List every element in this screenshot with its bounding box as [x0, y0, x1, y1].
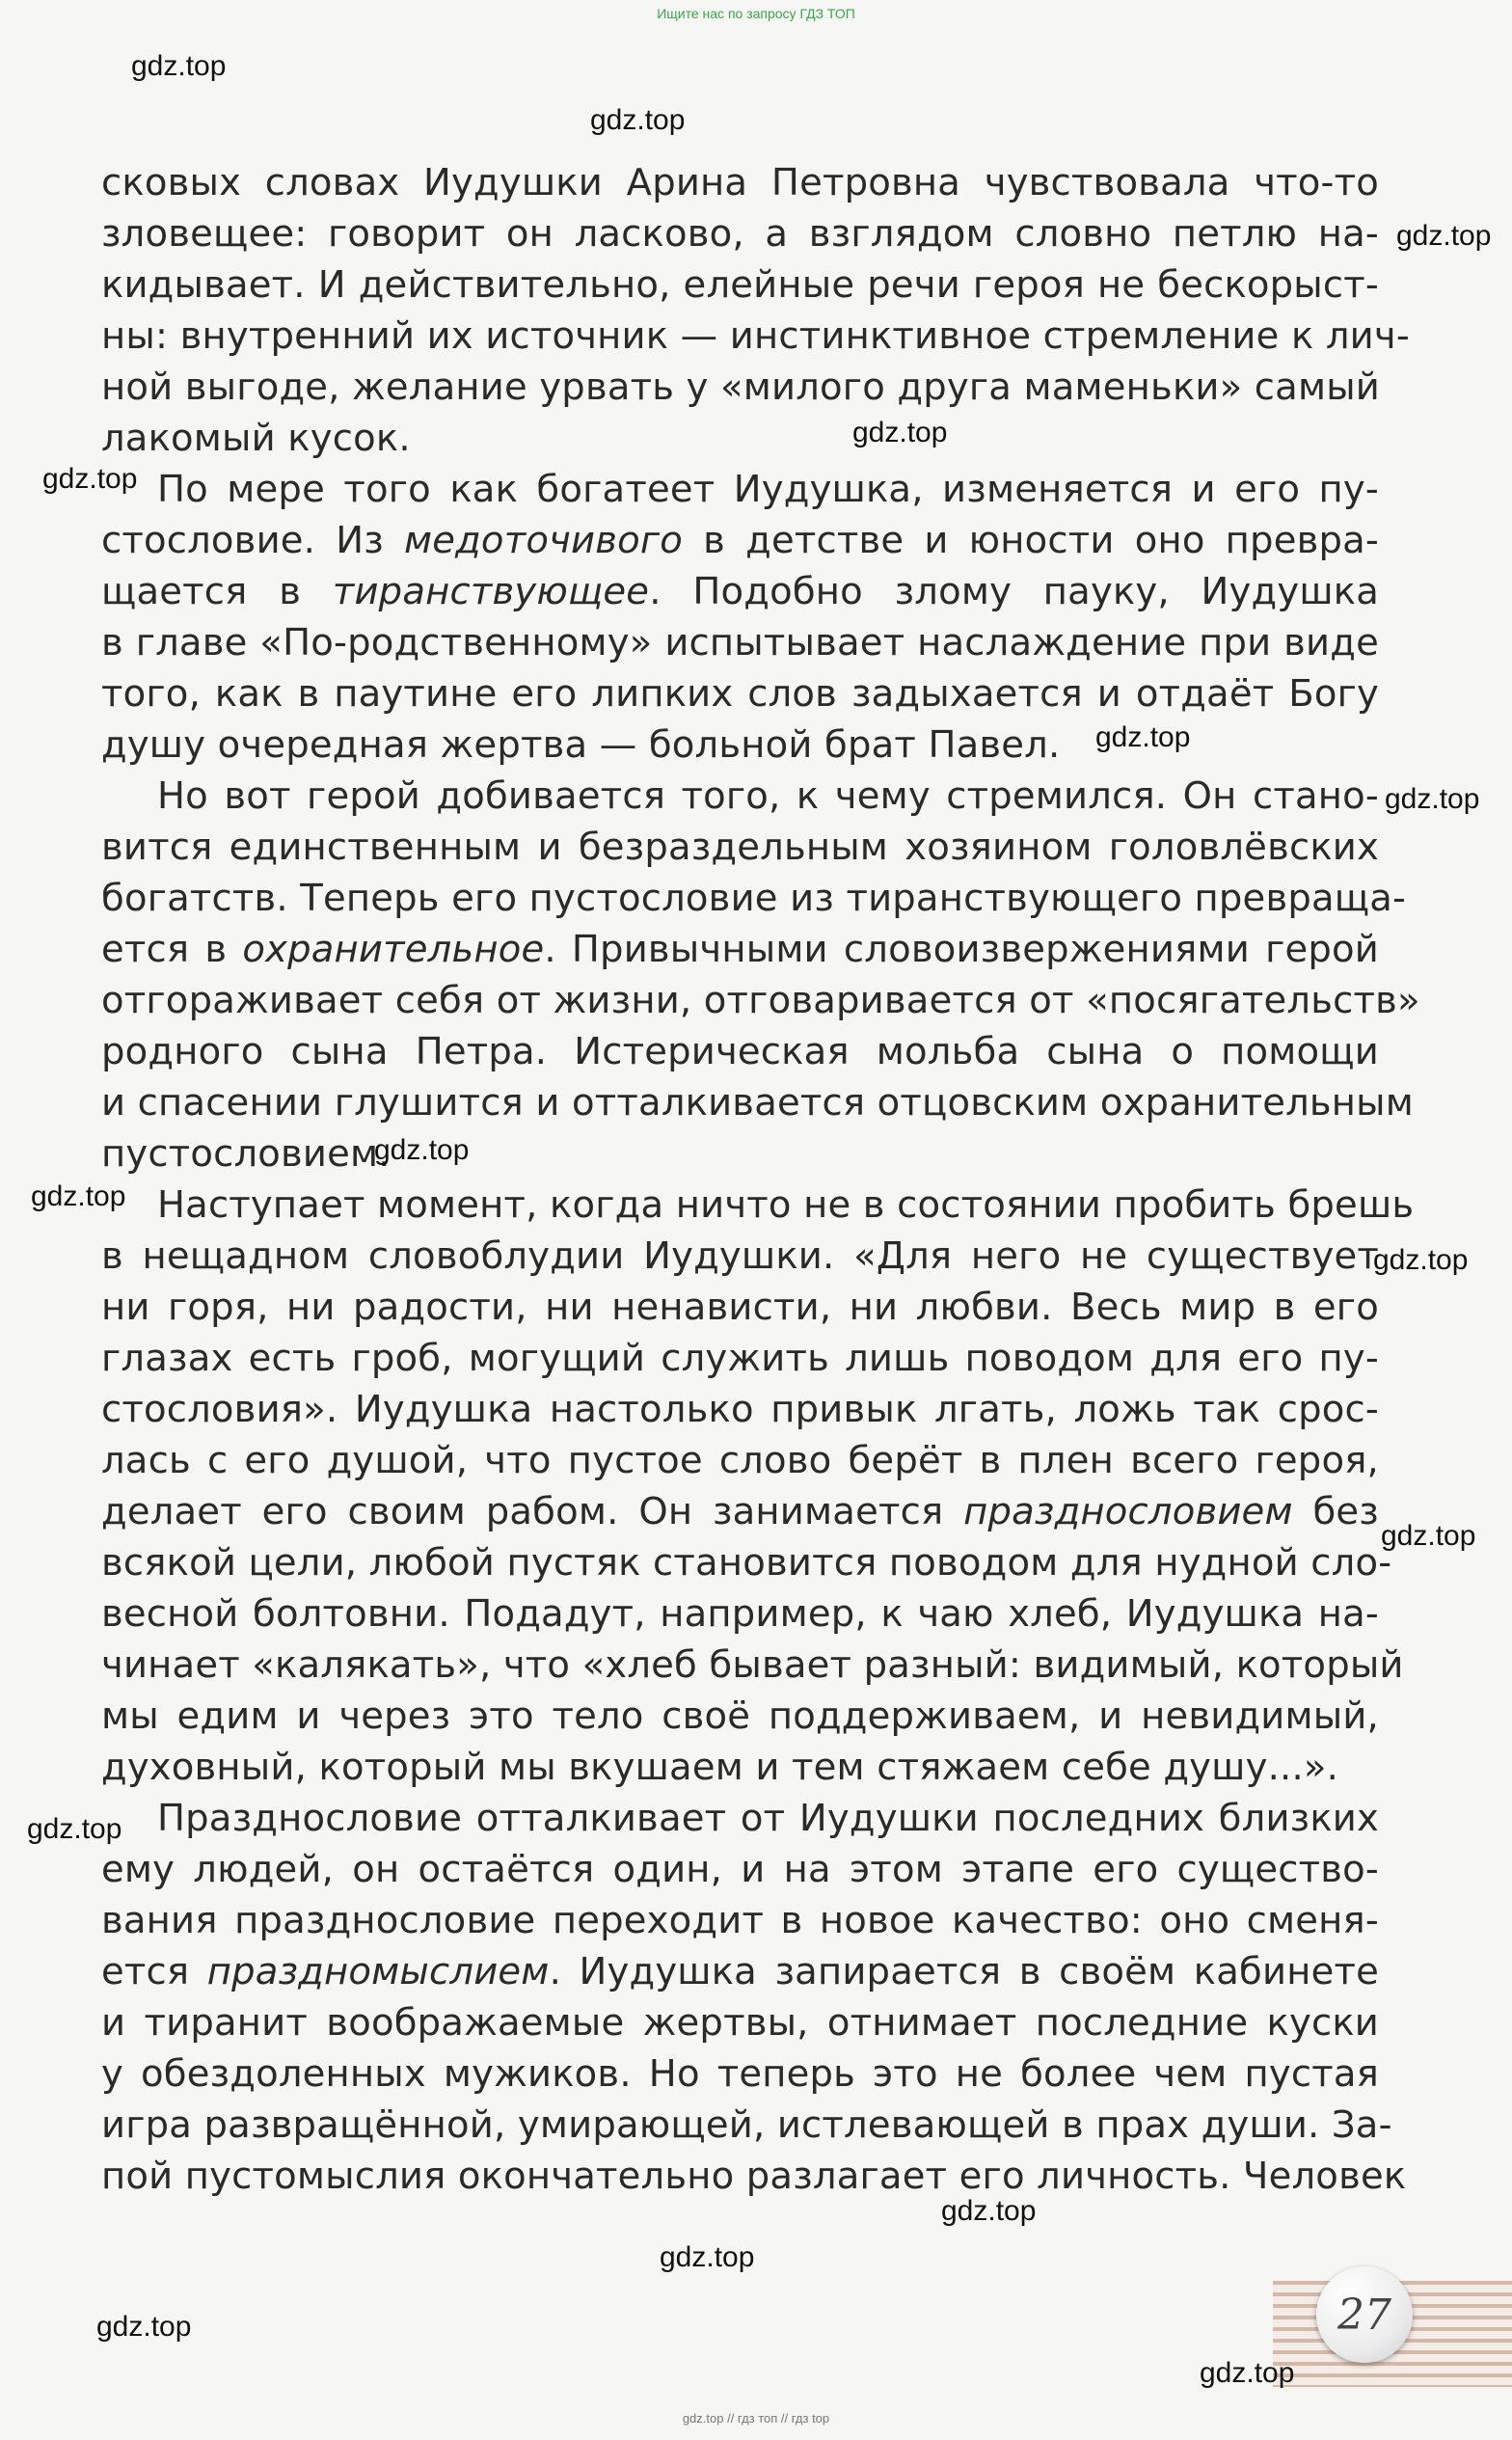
text-run: в детстве и юности оно превра- [683, 519, 1379, 562]
watermark: gdz.top [1385, 783, 1480, 815]
text-run: По мере того как богатеет Иудушка, изменяется и его пу- [157, 468, 1379, 511]
text-run: . Подобно злому пауку, Иудушка [649, 570, 1379, 613]
text-run: мы едим и через это тело своё поддерживаем, и невидимый, [101, 1694, 1379, 1738]
bottom-banner[interactable]: gdz.top // гдз топ // гдз top [682, 2411, 830, 2426]
text-run: ни горя, ни радости, ни ненависти, ни любви. Весь мир в его [101, 1286, 1379, 1329]
text-line [101, 515, 1379, 566]
text-run: сковых словах Иудушки Арина Петровна чувствовала что-то [101, 161, 1379, 204]
text-run: весной болтовни. Подадут, например, к чаю хлеб, Иудушка на- [101, 1592, 1379, 1636]
text-line [101, 975, 1420, 1026]
text-line [101, 668, 1379, 719]
text-run: стословие. Из [101, 519, 404, 562]
text-run: глазах есть гроб, могущий служить лишь поводом для его пу- [101, 1337, 1379, 1380]
text-line [101, 464, 1379, 515]
text-run: вится единственным и безраздельным хозяином головлёвских [101, 826, 1379, 869]
text-line [101, 1895, 1379, 1946]
text-line [101, 259, 1379, 311]
text-line [101, 311, 1410, 362]
text-line [101, 1793, 1379, 1844]
text-run: кидывает. И действительно, елейные речи героя не бескорыст- [101, 263, 1379, 307]
text-line [101, 1486, 1379, 1537]
text-run: вания празднословие переходит в новое качество: оно сменя- [101, 1899, 1379, 1942]
text-run: Но вот герой добивается того, к чему стремился. Он стано- [157, 774, 1379, 818]
text-line [101, 1435, 1379, 1486]
watermark: gdz.top [1381, 1520, 1476, 1552]
watermark: gdz.top [374, 1134, 470, 1166]
watermark: gdz.top [131, 50, 227, 82]
watermark: gdz.top [660, 2241, 755, 2273]
watermark: gdz.top [96, 2311, 192, 2343]
watermark: gdz.top [1396, 220, 1492, 252]
text-run: ной выгоде, желание урвать у «милого друга маменьки» самый [101, 366, 1381, 409]
text-line [101, 1231, 1379, 1282]
text-run: и спасении глушится и отталкивается отцовским охранительным [101, 1081, 1415, 1125]
text-line [101, 2100, 1392, 2151]
text-line [101, 208, 1379, 259]
text-line [101, 1946, 1379, 1997]
text-line [101, 1742, 1379, 1793]
text-line [101, 924, 1379, 975]
italic-term: праздномыслием [206, 1950, 550, 1993]
watermark: gdz.top [27, 1813, 122, 1845]
text-run: богатств. Теперь его пустословие из тиранствующего превраща- [101, 877, 1407, 920]
text-line [101, 617, 1379, 668]
text-run: ны: внутренний их источник — инстинктивное стремление к лич- [101, 314, 1410, 358]
text-run: Празднословие отталкивает от Иудушки последних близких [157, 1797, 1379, 1840]
text-run: всякой цели, любой пустяк становится поводом для нудной сло- [101, 1541, 1392, 1585]
text-line [101, 873, 1407, 924]
text-run: чинает «калякать», что «хлеб бывает разный: видимый, который [101, 1643, 1404, 1687]
text-line [101, 2151, 1407, 2202]
text-run: игра развращённой, умирающей, истлевающей в прах души. За- [101, 2103, 1392, 2147]
text-line [101, 1333, 1379, 1384]
text-run: того, как в паутине его липких слов задыхается и отдаёт Богу [101, 672, 1379, 716]
watermark: gdz.top [31, 1180, 126, 1212]
text-line [101, 771, 1379, 822]
text-run: . Привычными словоизвержениями герой [544, 928, 1379, 971]
italic-term: тиранствующее [332, 570, 650, 613]
text-run: родного сына Петра. Истерическая мольба сына о помощи [101, 1030, 1379, 1073]
text-line [101, 1384, 1379, 1435]
text-run: пустословием. [101, 1132, 391, 1176]
italic-term: охранительное [242, 928, 545, 971]
text-run: стословия». Иудушка настолько привык лгать, ложь так срос- [101, 1388, 1379, 1431]
text-line [101, 2048, 1379, 2100]
text-line [101, 1844, 1379, 1895]
text-run: без [1292, 1490, 1379, 1533]
text-line [101, 1179, 1415, 1231]
text-run: зловещее: говорит он ласково, а взглядом словно петлю на- [101, 212, 1379, 256]
text-run: . Иудушка запирается в своём кабинете [549, 1950, 1379, 1993]
watermark: gdz.top [590, 104, 686, 136]
text-line [101, 1691, 1379, 1742]
text-run: отгораживает себя от жизни, отговаривается от «посягательств» [101, 979, 1420, 1022]
top-banner[interactable]: Ищите нас по запросу ГДЗ ТОП [657, 6, 855, 21]
watermark: gdz.top [1200, 2357, 1295, 2389]
text-line [101, 822, 1379, 873]
watermark: gdz.top [941, 2195, 1037, 2227]
text-line [101, 1537, 1392, 1588]
text-line [101, 1997, 1379, 2048]
text-run: в нещадном словоблудии Иудушки. «Для него не существует [101, 1234, 1379, 1278]
text-line [101, 1026, 1379, 1077]
text-run: душу очередная жертва — больной брат Павел. [101, 723, 1061, 767]
text-run: и тиранит воображаемые жертвы, отнимает последние куски [101, 2001, 1379, 2045]
text-line [101, 1077, 1415, 1128]
text-run: щается в [101, 570, 333, 613]
text-line [101, 362, 1379, 413]
text-run: пой пустомыслия окончательно разлагает его личность. Человек [101, 2155, 1407, 2198]
watermark: gdz.top [1095, 721, 1191, 753]
text-run: лакомый кусок. [101, 417, 411, 460]
text-line [101, 1640, 1404, 1691]
text-line [101, 1282, 1379, 1333]
watermark: gdz.top [852, 417, 948, 448]
text-run: духовный, который мы вкушаем и тем стяжаем себе душу...». [101, 1746, 1339, 1789]
watermark: gdz.top [42, 463, 138, 495]
text-run: ется в [101, 928, 243, 971]
text-run: в главе «По-родственному» испытывает наслаждение при виде [101, 621, 1379, 664]
text-run: ется [101, 1950, 207, 1993]
body-text [101, 157, 1420, 2202]
text-run: Наступает момент, когда ничто не в состоянии пробить брешь [157, 1183, 1415, 1227]
text-line [101, 1128, 1379, 1179]
italic-term: празднословием [963, 1490, 1293, 1533]
page-number: 27 [1316, 2266, 1413, 2363]
italic-term: медоточивого [403, 519, 684, 562]
text-run: у обездоленных мужиков. Но теперь это не более чем пустая [101, 2052, 1379, 2096]
text-line [101, 1588, 1379, 1640]
text-line [101, 413, 1379, 464]
text-run: делает его своим рабом. Он занимается [101, 1490, 964, 1533]
text-run: лась с его душой, что пустое слово берёт в плен всего героя, [101, 1439, 1379, 1482]
text-run: ему людей, он остаётся один, и на этом этапе его существо- [101, 1848, 1379, 1891]
watermark: gdz.top [1373, 1244, 1469, 1276]
text-line [101, 157, 1379, 208]
text-line [101, 566, 1379, 617]
